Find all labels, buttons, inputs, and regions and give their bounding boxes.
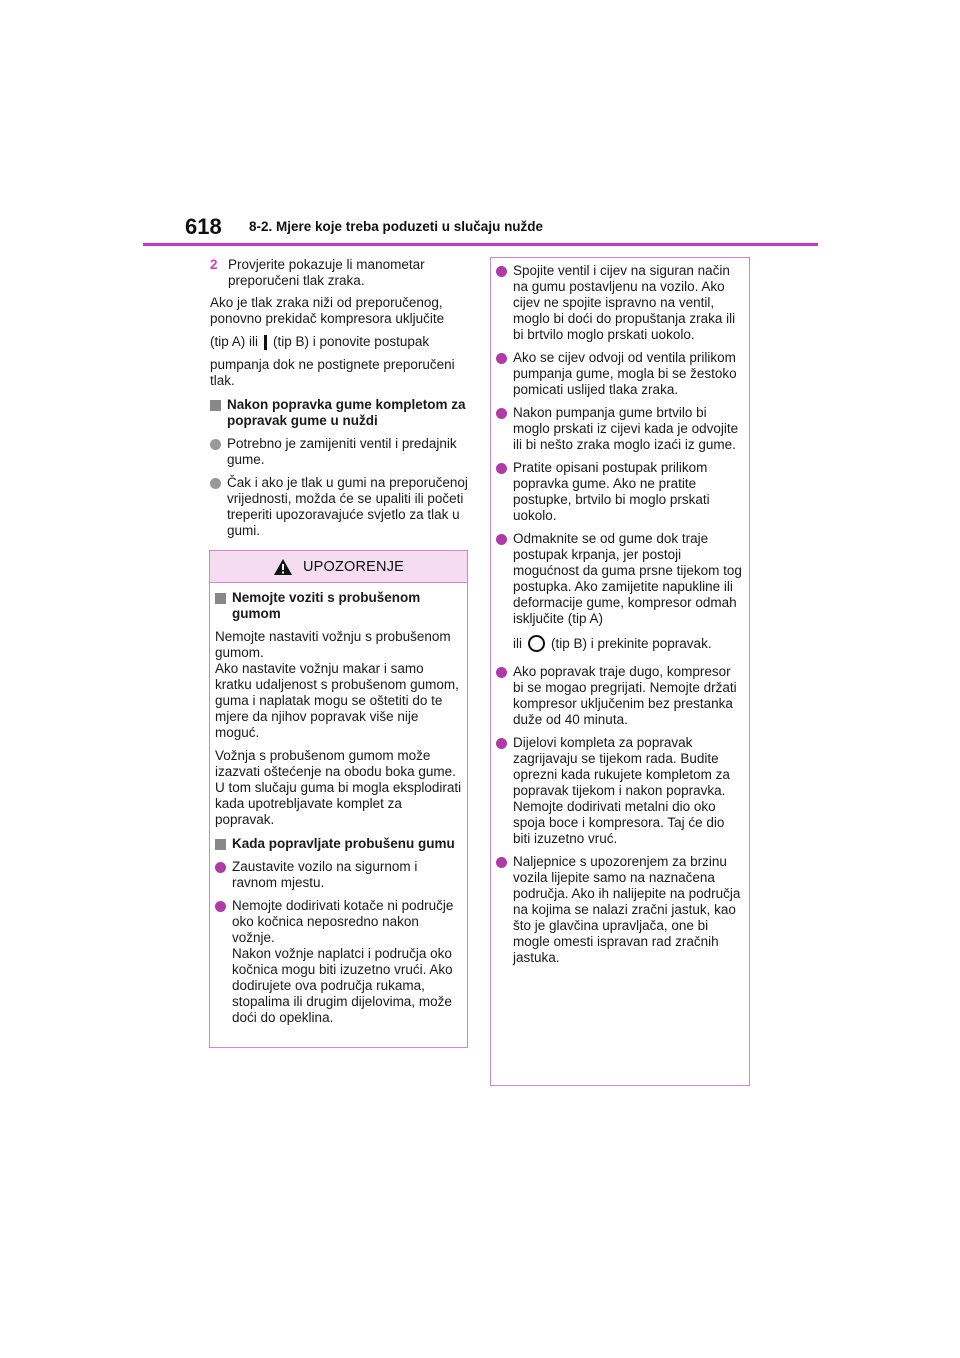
bullet-icon [496, 857, 507, 868]
warning-title: UPOZORENJE [302, 558, 405, 575]
list-item [496, 460, 744, 524]
section-heading [210, 397, 470, 429]
step-text: Provjerite pokazuje li manometar preporučeni tlak zraka. [228, 257, 425, 288]
bullet-text-group [232, 898, 462, 1026]
warning-body [210, 583, 467, 1026]
bullet-icon [215, 862, 226, 873]
or-text: ili [513, 635, 522, 651]
list-item [496, 350, 744, 398]
list-item [215, 859, 462, 891]
section-title: 8-2. Mjere koje treba poduzeti u slučaju nužde [249, 219, 544, 234]
bullet-text: Potrebno je zamijeniti ventil i predajnik gume. [227, 436, 457, 467]
switch-type-row [513, 635, 744, 652]
bullet-icon [496, 667, 507, 678]
type-a-text: (tip A) ili [210, 334, 259, 349]
page-number: 618 [185, 214, 222, 239]
switch-ring-icon [528, 635, 545, 652]
bullet-text: Čak i ako je tlak u gumi na preporučenoj vrijednosti, možda će se upaliti ili početi treperiti upozoravajuće svjetlo za tlak u gumi. [227, 475, 468, 538]
list-item [496, 405, 744, 453]
paragraph: Ako je tlak zraka niži od preporučenog, ponovno prekidač kompresora uključite [210, 295, 445, 326]
bullet-icon [210, 478, 221, 489]
list-item [496, 854, 744, 966]
list-item [496, 735, 744, 847]
heading-text: Nakon popravka gume kompletom za popravak gume u nuždi [227, 397, 466, 428]
list-item [215, 898, 462, 1026]
paragraph-switch-types [210, 334, 470, 350]
square-bullet-icon [210, 400, 221, 411]
paragraph: pumpanja dok ne postignete preporučeni tlak. [210, 357, 455, 388]
bullet-text: Zaustavite vozilo na sigurnom i ravnom mjestu. [232, 859, 418, 890]
left-column [210, 257, 470, 546]
right-warning-continuation [490, 257, 750, 1086]
bullet-icon [496, 738, 507, 749]
bullet-icon [210, 439, 221, 450]
section-heading [215, 836, 462, 852]
bullet-icon [496, 463, 507, 474]
paragraph: Vožnja s probušenom gumom može izazvati oštećenje na obodu boka gume. U tom slučaju guma bi mogla eksplodirati kada upotrebljavate komplet za popravak. [215, 748, 462, 827]
list-item [210, 436, 470, 468]
bullet-text: Dijelovi kompleta za popravak zagrijavaju se tijekom rada. Budite oprezni kada rukujete kompletom za popravak tijekom i nakon popravka. Nemojte dodirivati metalni dio oko spoja boce i kompresora. Taj će dio biti izuzetno vruć. [513, 735, 730, 846]
page-header [185, 214, 825, 244]
bullet-text: Pratite opisani postupak prilikom popravka gume. Ako ne pratite postupke, brtvilo bi moglo prskati uokolo. [513, 460, 710, 523]
bullet-text-group [513, 531, 744, 652]
paragraph: Ako nastavite vožnju makar i samo kratku udaljenost s probušenom gumom, guma i naplatak mogu se oštetiti do te mjere da njihov popravak više nije moguć. [215, 661, 459, 740]
heading-text: Kada popravljate probušenu gumu [232, 836, 455, 851]
warning-triangle-icon [273, 558, 293, 576]
warning-header [210, 551, 467, 583]
list-item [496, 263, 744, 343]
list-item [210, 475, 470, 539]
square-bullet-icon [215, 593, 226, 604]
bullet-text: Ako popravak traje dugo, kompresor bi se mogao pregrijati. Nemojte držati kompresor uključenim bez prestanka duže od 40 minuta. [513, 664, 737, 727]
bullet-text: Nakon pumpanja gume brtvilo bi moglo prskati iz cijevi kada je odvojite ili bi nešto zraka moglo izaći iz gume. [513, 405, 739, 452]
step-2 [210, 257, 470, 289]
list-item [496, 664, 744, 728]
bullet-text: Nemojte dodirivati kotače ni područje oko kočnica neposredno nakon vožnje. [232, 898, 454, 945]
bullet-icon [496, 266, 507, 277]
bullet-icon [496, 408, 507, 419]
heading-text: Nemojte voziti s probušenom gumom [232, 590, 421, 621]
bullet-text: Spojite ventil i cijev na siguran način na gumu postavljenu na vozilo. Ako cijev ne spojite ispravno na ventil, moglo bi doći do propuštanja zraka ili bi brtvilo moglo prskati uokolo. [513, 263, 736, 342]
warning-box [209, 550, 468, 1048]
header-divider [143, 243, 818, 246]
paragraph: Nemojte nastaviti vožnju s probušenom gumom. [215, 629, 451, 660]
type-b-text: (tip B) i ponovite postupak [273, 334, 430, 349]
bullet-text: Odmaknite se od gume dok traje postupak krpanja, jer postoji mogućnost da guma prsne tijekom tog postupka. Ako zamijetite napukline ili deformacije gume, kompresor odmah isključite (tip A) [513, 531, 742, 626]
bullet-text: Nakon vožnje naplatci i područja oko kočnica mogu biti izuzetno vrući. Ako dodirujete ova područja rukama, stopalima ili drugim dijelovima, može doći do opeklina. [232, 946, 453, 1025]
bullet-icon [496, 353, 507, 364]
list-item [496, 531, 744, 652]
bullet-text: Naljepnice s upozorenjem za brzinu vozila lijepite samo na naznačena područja. Ako ih nalijepite na područja na kojima se nalazi zračni jastuk, kao što je glavčina upravljača, one bi mogle omesti ispravan rad zračnih jastuka. [513, 854, 741, 965]
bullet-text: Ako se cijev odvoji od ventila prilikom pumpanja gume, mogla bi se žestoko pomicati uslijed tlaka zraka. [513, 350, 737, 397]
type-b-text: (tip B) i prekinite popravak. [551, 635, 712, 651]
section-heading [215, 590, 462, 622]
switch-bar-icon [264, 335, 267, 350]
bullet-icon [215, 901, 226, 912]
step-number: 2 [210, 257, 218, 272]
bullet-icon [496, 534, 507, 545]
square-bullet-icon [215, 839, 226, 850]
